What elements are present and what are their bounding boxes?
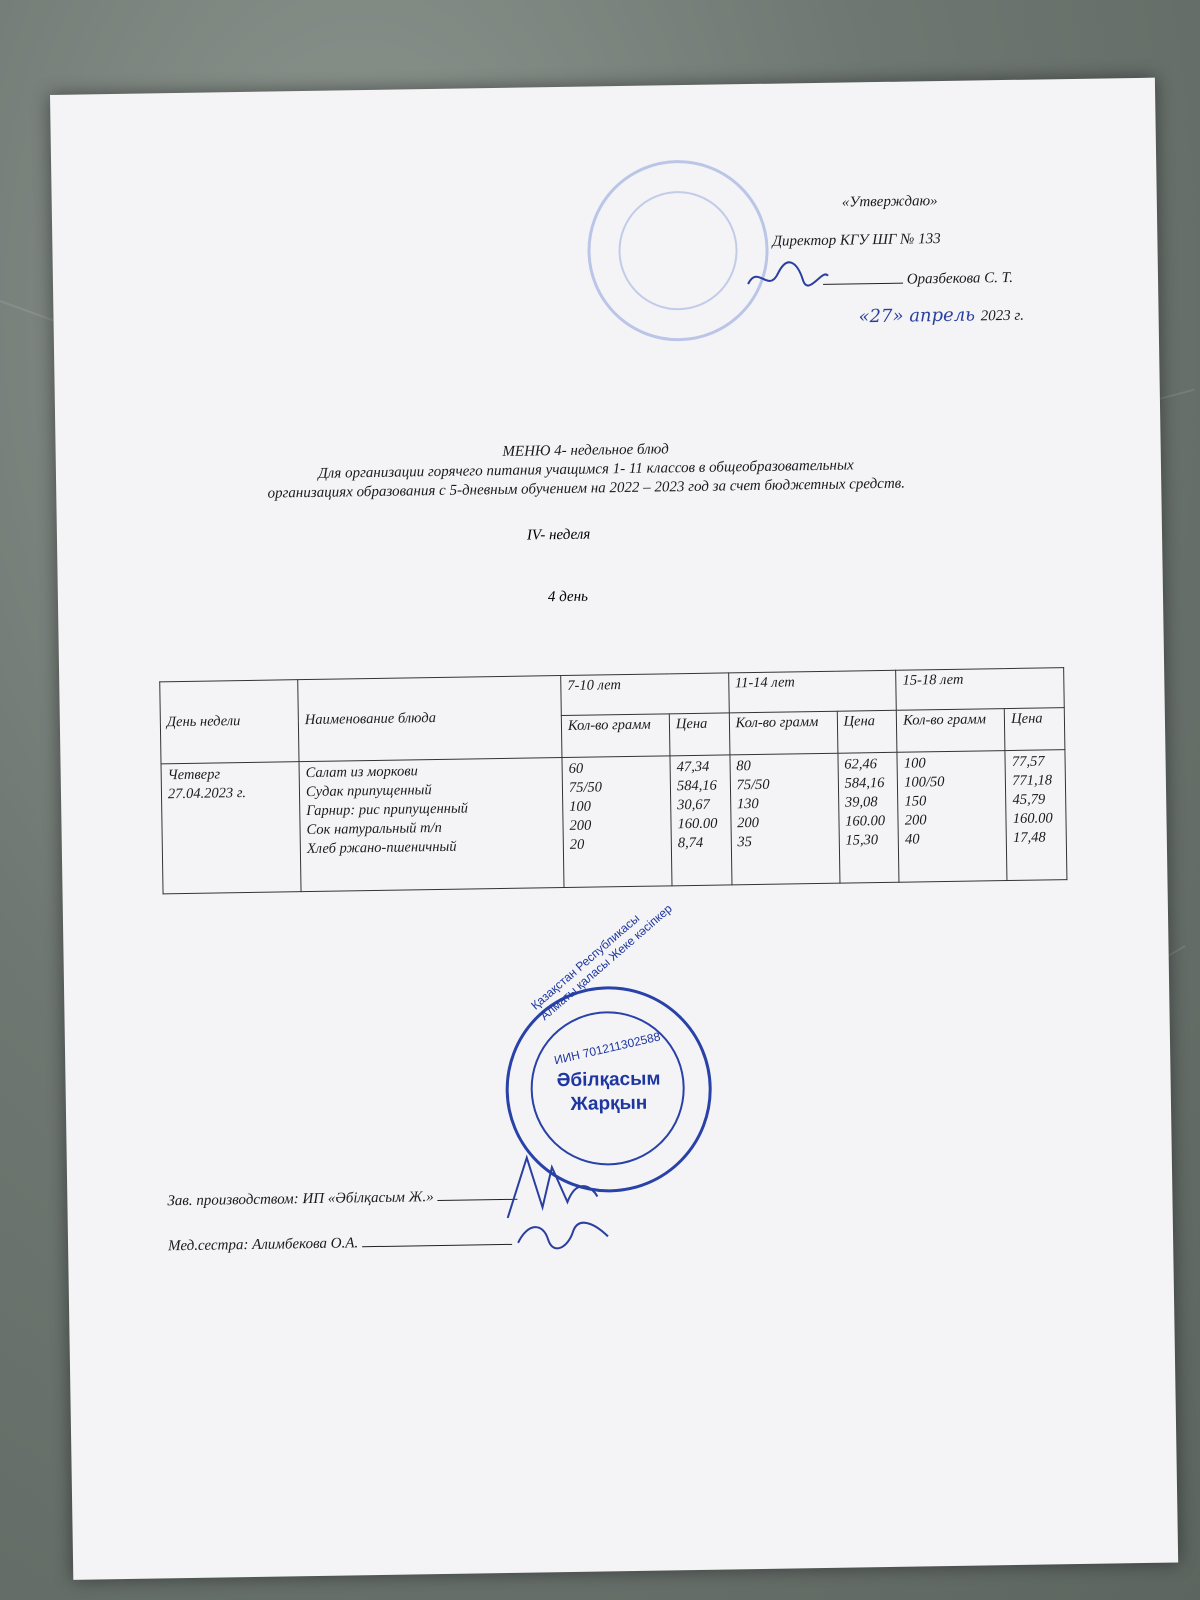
header-price: Цена bbox=[1005, 708, 1065, 751]
price-15-18-cell: 77,57 771,18 45,79 160.00 17,48 bbox=[1005, 750, 1067, 881]
production-manager-line: Зав. производством: ИП «Әбілқасым Ж.» bbox=[167, 1188, 517, 1210]
header-age-15-18: 15-18 лет bbox=[896, 668, 1064, 711]
stamp-inn: ИИН 701211302588 bbox=[552, 1029, 662, 1068]
menu-subtitle-2: организациях образования с 5-дневным обучением на 2022 – 2023 год за счет бюджетных средств. bbox=[267, 475, 906, 502]
menu-title-block bbox=[226, 436, 947, 504]
qty-7-10-cell: 60 75/50 100 200 20 bbox=[562, 756, 672, 888]
qty-15-18-cell: 100 100/50 150 200 40 bbox=[897, 751, 1007, 883]
week-label: IV- неделя bbox=[526, 526, 591, 544]
header-price: Цена bbox=[837, 710, 897, 753]
day-cell: Четверг 27.04.2023 г. bbox=[161, 762, 301, 894]
stamp-ring-text: Қазақстан Республикасы Алматы қаласы Жеке кәсіпкер bbox=[528, 901, 675, 1024]
nurse-line: Мед.сестра: Алимбекова О.А. bbox=[168, 1233, 512, 1255]
header-qty: Кол-во грамм bbox=[561, 714, 670, 758]
price-7-10-cell: 47,34 584,16 30,67 160.00 8,74 bbox=[670, 755, 732, 886]
emblem-stamp bbox=[586, 159, 770, 343]
qty-11-14-cell: 80 75/50 130 200 35 bbox=[730, 753, 840, 885]
menu-subtitle-1: Для организации горячего питания учащимся 1- 11 классов в общеобразовательных bbox=[318, 457, 854, 482]
dish-item: Судак припущенный bbox=[305, 782, 432, 801]
table-row bbox=[161, 750, 1067, 894]
stamp-name-1: Әбілқасым bbox=[556, 1068, 661, 1092]
director-signature bbox=[743, 258, 834, 299]
stamp-name-2: Жарқын bbox=[570, 1092, 648, 1115]
director-name-line bbox=[823, 270, 1013, 290]
handwritten-date: «27» апрель bbox=[858, 304, 976, 328]
dish-item: Салат из моркови bbox=[305, 763, 418, 782]
day-label: 4 день bbox=[547, 588, 589, 606]
header-age-7-10: 7-10 лет bbox=[561, 673, 729, 716]
approval-year: 2023 г. bbox=[980, 307, 1025, 325]
nurse-signature bbox=[513, 1216, 614, 1253]
approval-block bbox=[702, 192, 1032, 328]
header-qty: Кол-во грамм bbox=[729, 711, 838, 755]
header-qty: Кол-во грамм bbox=[897, 709, 1006, 753]
dish-item: Гарнир: рис припущенный bbox=[306, 800, 469, 820]
menu-table bbox=[159, 667, 1067, 894]
dishes-cell bbox=[299, 758, 564, 892]
price-11-14-cell: 62,46 584,16 39,08 160.00 15,30 bbox=[838, 752, 900, 883]
menu-title: МЕНЮ 4- недельное блюд bbox=[502, 441, 669, 460]
header-day: День недели bbox=[160, 680, 299, 764]
header-price: Цена bbox=[669, 713, 729, 756]
dish-item: Хлеб ржано-пшеничный bbox=[306, 838, 457, 858]
dish-item: Сок натуральный т/п bbox=[306, 819, 442, 839]
header-dish-name: Наименование блюда bbox=[298, 676, 562, 762]
director-name: Оразбекова С. Т. bbox=[906, 269, 1014, 288]
header-age-11-14: 11-14 лет bbox=[728, 670, 896, 713]
document-page bbox=[50, 78, 1178, 1580]
approve-word: «Утверждаю» bbox=[841, 193, 938, 211]
director-title: Директор КГУ ШГ № 133 bbox=[772, 231, 941, 250]
approval-date-line bbox=[858, 304, 1024, 328]
